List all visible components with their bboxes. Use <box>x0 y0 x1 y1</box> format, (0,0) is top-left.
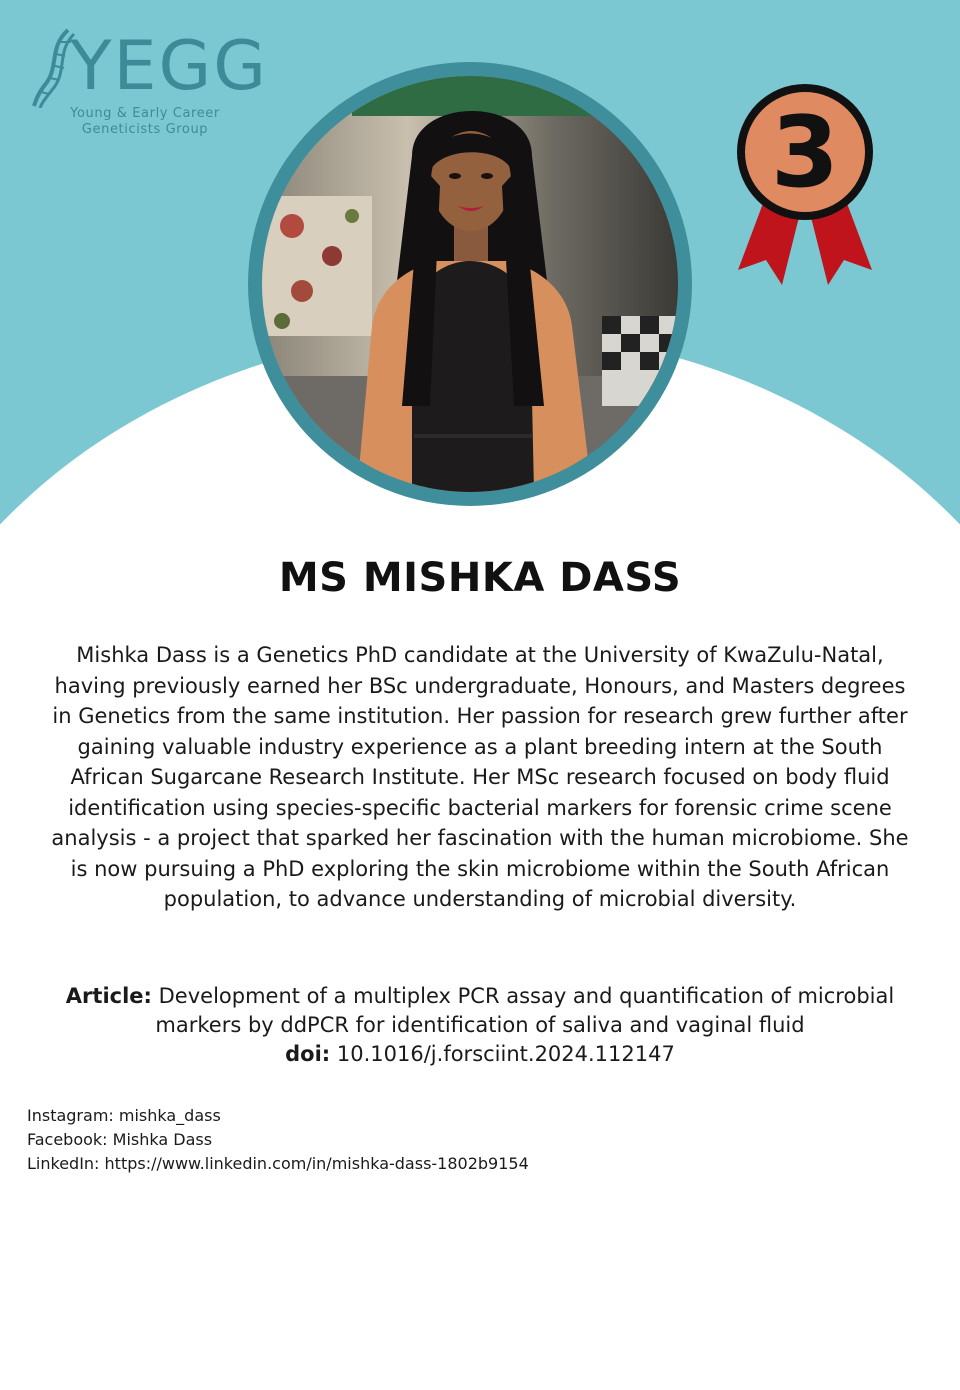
profile-photo <box>262 76 678 492</box>
article-label: Article: <box>65 984 152 1008</box>
doi-value: 10.1016/j.forsciint.2024.112147 <box>336 1042 675 1066</box>
profile-photo-illustration <box>262 76 678 492</box>
facebook-handle: Facebook: Mishka Dass <box>27 1130 213 1149</box>
article-block <box>50 982 910 1069</box>
linkedin-link: LinkedIn: https://www.linkedin.com/in/mishka-dass-1802b9154 <box>27 1154 529 1173</box>
social-links <box>27 1104 529 1176</box>
medal-rank: 3 <box>770 96 840 210</box>
profile-photo-frame <box>248 62 692 506</box>
yegg-logo <box>30 27 268 143</box>
logo-subtitle <box>50 106 240 139</box>
instagram-handle: Instagram: mishka_dass <box>27 1106 221 1125</box>
article-title: Development of a multiplex PCR assay and quantification of microbial markers by ddPCR for identification of saliva and vaginal fluid <box>155 984 895 1037</box>
article-line <box>50 982 910 1040</box>
profile-bio: Mishka Dass is a Genetics PhD candidate at the University of KwaZulu-Natal, having previously earned her BSc undergraduate, Honours, and Masters degrees in Genetics from the same institution. Her passion for research grew further after gaining valuable industry experience as a plant breeding intern at the South African Sugarcane Research Institute. Her MSc research focused on body fluid identification using species-specific bacterial markers for forensic crime scene analysis - a project that sparked her fascination with the human microbiome. She is now pursuing a PhD exploring the skin microbiome within the South African population, to advance understanding of microbial diversity. <box>51 643 909 911</box>
profile-name: MS MISHKA DASS <box>278 555 682 601</box>
doi-label: doi: <box>285 1042 331 1066</box>
logo-subtitle-line2: Geneticists Group <box>81 122 209 138</box>
logo-title: YEGG <box>70 27 268 106</box>
logo-subtitle-line1: Young & Early Career <box>70 106 220 121</box>
doi-line <box>50 1040 910 1069</box>
third-place-medal-icon <box>730 80 880 300</box>
